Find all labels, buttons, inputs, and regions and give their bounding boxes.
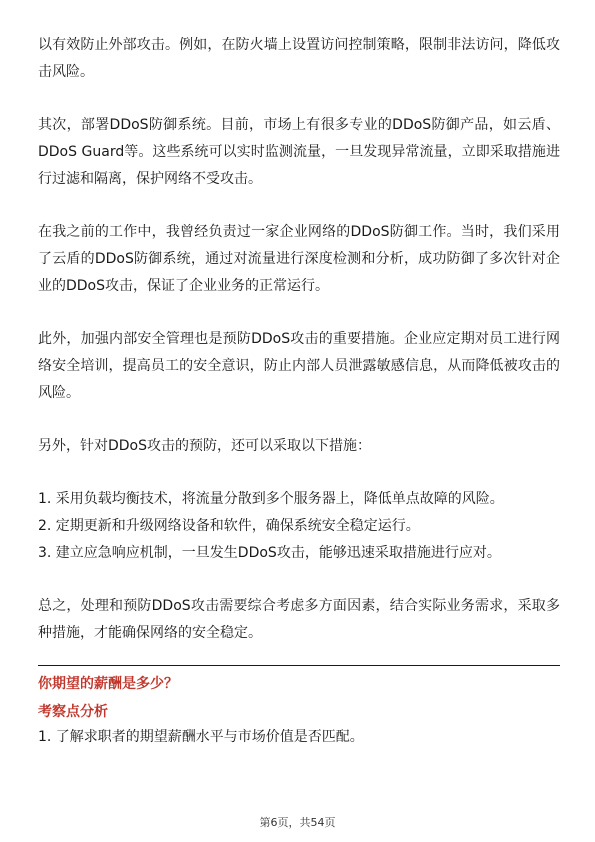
- section-label: 考察点分析: [38, 704, 108, 720]
- paragraph-ddos-defense-system: 其次，部署DDoS防御系统。目前，市场上有很多专业的DDoS防御产品，如云盾、DDoS Guard等。这些系统可以实时监测流量，一旦发现异常流量，立即采取措施进行过滤和隔离，保护网络不受攻击。: [38, 117, 560, 187]
- page-content: [38, 32, 560, 751]
- list-item: 1. 采用负载均衡技术，将流量分散到多个服务器上，降低单点故障的风险。: [38, 491, 504, 507]
- page-number: 第6页，共54页: [259, 816, 336, 829]
- measures-list: [38, 486, 560, 567]
- analysis-point: 1. 了解求职者的期望薪酬水平与市场价值是否匹配。: [38, 729, 364, 745]
- paragraph-measures-intro: 另外，针对DDoS攻击的预防，还可以采取以下措施：: [38, 438, 372, 454]
- paragraph-work-experience: 在我之前的工作中，我曾经负责过一家企业网络的DDoS防御工作。当时，我们采用了云盾的DDoS防御系统，通过对流量进行深度检测和分析，成功防御了多次针对企业的DDoS攻击，保证了企业业务的正常运行。: [38, 224, 560, 294]
- list-item: 3. 建立应急响应机制，一旦发生DDoS攻击，能够迅速采取措施进行应对。: [38, 545, 501, 561]
- paragraph-internal-security: 此外，加强内部安全管理也是预防DDoS攻击的重要措施。企业应定期对员工进行网络安全培训，提高员工的安全意识，防止内部人员泄露敏感信息，从而降低被攻击的风险。: [38, 331, 560, 401]
- paragraph-firewall: 以有效防止外部攻击。例如，在防火墙上设置访问控制策略，限制非法访问，降低攻击风险。: [38, 37, 560, 80]
- question-title: 你期望的薪酬是多少？: [38, 676, 178, 692]
- paragraph-conclusion: 总之，处理和预防DDoS攻击需要综合考虑多方面因素，结合实际业务需求，采取多种措施，才能确保网络的安全稳定。: [38, 598, 560, 641]
- list-item: 2. 定期更新和升级网络设备和软件，确保系统安全稳定运行。: [38, 518, 420, 534]
- section-divider: [38, 665, 560, 666]
